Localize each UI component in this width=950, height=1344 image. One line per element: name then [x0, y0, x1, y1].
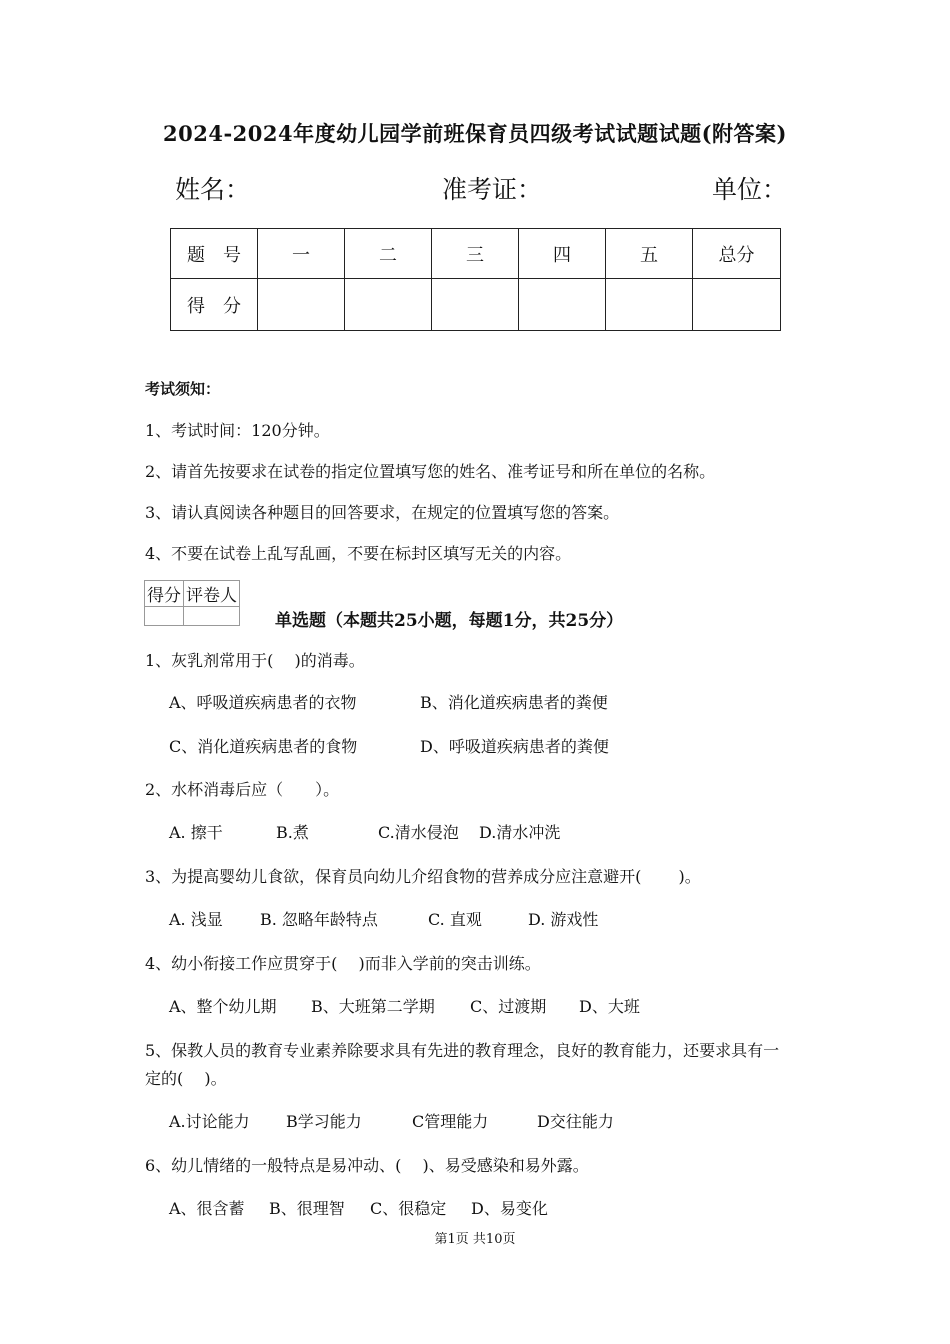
option-a[interactable]: A. 浅显 [169, 910, 223, 929]
score-header-row [171, 229, 781, 279]
option-b[interactable]: B、很理智 [269, 1199, 345, 1218]
name-label: 姓名： [175, 175, 251, 204]
score-cell[interactable] [606, 279, 693, 331]
notice-item: 1、考试时间：120分钟。 [145, 421, 330, 440]
option-c[interactable]: C、过渡期 [470, 997, 547, 1016]
question-stem: 3、为提高婴幼儿食欲，保育员向幼儿介绍食物的营养成分应注意避开( )。 [145, 867, 701, 886]
option-a[interactable]: A. 擦干 [169, 823, 223, 842]
score-table [170, 228, 781, 331]
score-header-cell: 一 [258, 229, 345, 279]
option-b[interactable]: B. 忽略年龄特点 [260, 910, 378, 929]
option-b[interactable]: B学习能力 [286, 1112, 362, 1131]
grader-score-label: 得分 [145, 581, 184, 607]
score-header-cell: 二 [345, 229, 432, 279]
option-d[interactable]: D. 游戏性 [528, 910, 599, 929]
option-b[interactable]: B.煮 [276, 823, 309, 842]
score-cell[interactable] [432, 279, 519, 331]
section-title: 单选题（本题共25小题，每题1分，共25分） [275, 611, 624, 631]
notice-item: 4、不要在试卷上乱写乱画，不要在标封区填写无关的内容。 [145, 544, 572, 563]
question-stem: 4、幼小衔接工作应贯穿于( )而非入学前的突击训练。 [145, 954, 541, 973]
option-a[interactable]: A、整个幼儿期 [169, 997, 277, 1016]
notice-item: 2、请首先按要求在试卷的指定位置填写您的姓名、准考证号和所在单位的名称。 [145, 462, 716, 481]
exam-id-label: 准考证： [442, 175, 543, 204]
page-footer: 第1页 共10页 [434, 1232, 516, 1247]
score-header-cell: 题 号 [171, 229, 258, 279]
option-c[interactable]: C.清水侵泡 [378, 823, 459, 842]
question-stem: 2、水杯消毒后应（ ）。 [145, 780, 340, 799]
option-b[interactable]: B、消化道疾病患者的粪便 [420, 693, 608, 712]
score-cell[interactable] [345, 279, 432, 331]
score-header-cell: 三 [432, 229, 519, 279]
score-header-cell: 五 [606, 229, 693, 279]
score-cell[interactable] [693, 279, 781, 331]
question-stem: 5、保教人员的教育专业素养除要求具有先进的教育理念，良好的教育能力，还要求具有一 [145, 1041, 780, 1060]
option-c[interactable]: C、很稳定 [370, 1199, 447, 1218]
question-stem-continued: 定的( )。 [145, 1069, 227, 1088]
score-value-row [171, 279, 781, 331]
unit-label: 单位： [712, 175, 788, 204]
option-a[interactable]: A.讨论能力 [169, 1112, 250, 1131]
option-c[interactable]: C. 直观 [428, 910, 482, 929]
option-d[interactable]: D、呼吸道疾病患者的粪便 [420, 737, 609, 756]
document-title: 2024-2024年度幼儿园学前班保育员四级考试试题试题(附答案) [163, 121, 787, 146]
question-stem: 6、幼儿情绪的一般特点是易冲动、( )、易受感染和易外露。 [145, 1156, 589, 1175]
option-a[interactable]: A、很含蓄 [169, 1199, 245, 1218]
question-stem: 1、灰乳剂常用于( )的消毒。 [145, 651, 365, 670]
grader-name-cell[interactable] [184, 607, 240, 626]
option-d[interactable]: D、易变化 [471, 1199, 548, 1218]
option-a[interactable]: A、呼吸道疾病患者的衣物 [169, 693, 357, 712]
score-header-cell: 四 [519, 229, 606, 279]
notice-item: 3、请认真阅读各种题目的回答要求，在规定的位置填写您的答案。 [145, 503, 620, 522]
score-cell[interactable] [258, 279, 345, 331]
option-c[interactable]: C管理能力 [412, 1112, 489, 1131]
option-d[interactable]: D.清水冲洗 [479, 823, 561, 842]
grader-name-label: 评卷人 [184, 581, 240, 607]
option-d[interactable]: D、大班 [579, 997, 640, 1016]
option-b[interactable]: B、大班第二学期 [311, 997, 435, 1016]
notice-heading: 考试须知： [145, 380, 221, 398]
score-row-label: 得 分 [171, 279, 258, 331]
grader-score-cell[interactable] [145, 607, 184, 626]
score-header-cell: 总分 [693, 229, 781, 279]
option-c[interactable]: C、消化道疾病患者的食物 [169, 737, 358, 756]
option-d[interactable]: D交往能力 [537, 1112, 614, 1131]
score-cell[interactable] [519, 279, 606, 331]
grader-box [144, 580, 240, 626]
